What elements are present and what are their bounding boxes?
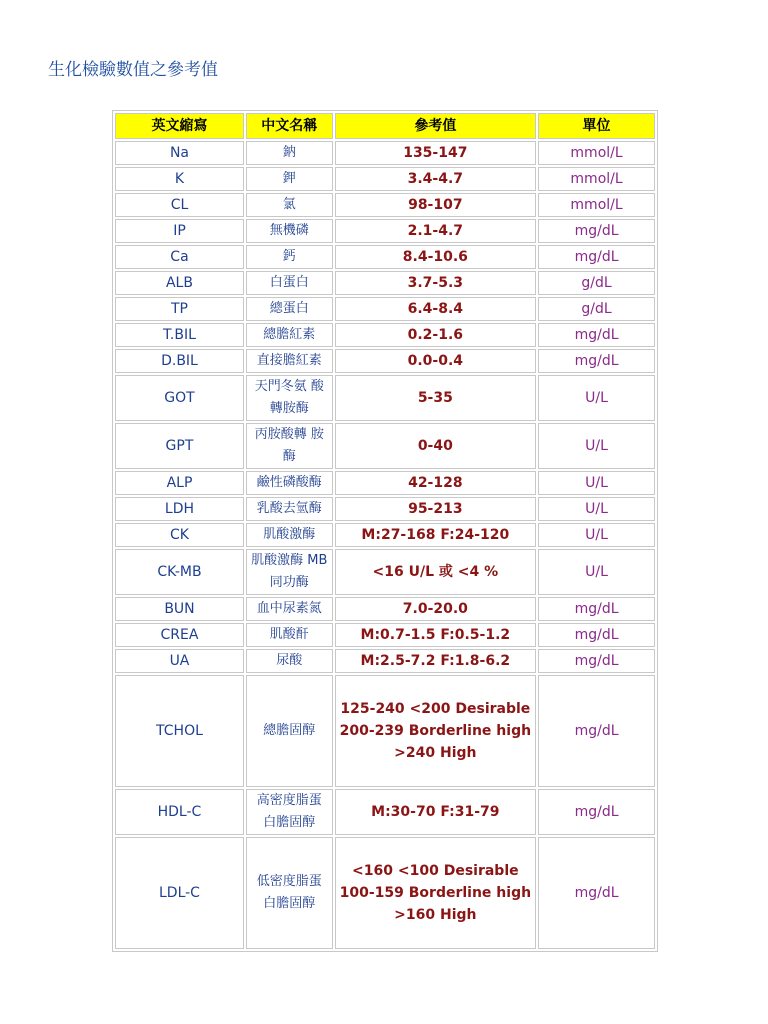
cell-ref: <160 <100 Desirable 100-159 Borderline high >160 High bbox=[335, 837, 537, 949]
table-row bbox=[115, 167, 655, 191]
table-row bbox=[115, 549, 655, 595]
table-row bbox=[115, 219, 655, 243]
cell-ref: 95-213 bbox=[335, 497, 537, 521]
cell-unit: mmol/L bbox=[538, 141, 655, 165]
cell-name: 肌酸激酶 MB 同功酶 bbox=[246, 549, 333, 595]
cell-name: 天門冬氨 酸轉胺酶 bbox=[246, 375, 333, 421]
cell-ref: 98-107 bbox=[335, 193, 537, 217]
table-row bbox=[115, 837, 655, 949]
cell-name: 總膽紅素 bbox=[246, 323, 333, 347]
table-row bbox=[115, 675, 655, 787]
cell-unit: mmol/L bbox=[538, 193, 655, 217]
table-row bbox=[115, 141, 655, 165]
cell-abbr: Na bbox=[115, 141, 244, 165]
cell-name: 鈉 bbox=[246, 141, 333, 165]
cell-unit: U/L bbox=[538, 375, 655, 421]
cell-ref: 0.2-1.6 bbox=[335, 323, 537, 347]
cell-ref: M:2.5-7.2 F:1.8-6.2 bbox=[335, 649, 537, 673]
header-unit: 單位 bbox=[538, 113, 655, 139]
cell-abbr: T.BIL bbox=[115, 323, 244, 347]
cell-unit: mmol/L bbox=[538, 167, 655, 191]
cell-ref: 125-240 <200 Desirable 200-239 Borderline high >240 High bbox=[335, 675, 537, 787]
cell-abbr: CK bbox=[115, 523, 244, 547]
cell-ref: 3.7-5.3 bbox=[335, 271, 537, 295]
cell-name: 總蛋白 bbox=[246, 297, 333, 321]
cell-unit: U/L bbox=[538, 497, 655, 521]
cell-unit: mg/dL bbox=[538, 675, 655, 787]
cell-abbr: HDL-C bbox=[115, 789, 244, 835]
cell-name: 總膽固醇 bbox=[246, 675, 333, 787]
header-name: 中文名稱 bbox=[246, 113, 333, 139]
cell-abbr: GPT bbox=[115, 423, 244, 469]
cell-name: 白蛋白 bbox=[246, 271, 333, 295]
cell-ref: 42-128 bbox=[335, 471, 537, 495]
table-row bbox=[115, 349, 655, 373]
cell-unit: U/L bbox=[538, 549, 655, 595]
table-row bbox=[115, 375, 655, 421]
cell-abbr: GOT bbox=[115, 375, 244, 421]
table-row bbox=[115, 523, 655, 547]
cell-unit: U/L bbox=[538, 523, 655, 547]
cell-name: 乳酸去氫酶 bbox=[246, 497, 333, 521]
cell-ref: 0-40 bbox=[335, 423, 537, 469]
cell-abbr: IP bbox=[115, 219, 244, 243]
cell-ref: M:0.7-1.5 F:0.5-1.2 bbox=[335, 623, 537, 647]
cell-abbr: Ca bbox=[115, 245, 244, 269]
cell-ref: 5-35 bbox=[335, 375, 537, 421]
cell-abbr: K bbox=[115, 167, 244, 191]
cell-name: 低密度脂蛋 白膽固醇 bbox=[246, 837, 333, 949]
table-row bbox=[115, 649, 655, 673]
table-row bbox=[115, 323, 655, 347]
cell-abbr: TP bbox=[115, 297, 244, 321]
cell-ref: 2.1-4.7 bbox=[335, 219, 537, 243]
table-row bbox=[115, 623, 655, 647]
cell-ref: <16 U/L 或 <4 % bbox=[335, 549, 537, 595]
cell-ref: 6.4-8.4 bbox=[335, 297, 537, 321]
cell-ref: M:30-70 F:31-79 bbox=[335, 789, 537, 835]
cell-abbr: ALB bbox=[115, 271, 244, 295]
table-row bbox=[115, 423, 655, 469]
table-row bbox=[115, 497, 655, 521]
cell-name: 鹼性磷酸酶 bbox=[246, 471, 333, 495]
cell-abbr: CK-MB bbox=[115, 549, 244, 595]
page-title: 生化檢驗數值之參考值 bbox=[48, 60, 218, 80]
cell-unit: g/dL bbox=[538, 271, 655, 295]
cell-unit: mg/dL bbox=[538, 597, 655, 621]
cell-name: 尿酸 bbox=[246, 649, 333, 673]
cell-name: 肌酸激酶 bbox=[246, 523, 333, 547]
table-row bbox=[115, 245, 655, 269]
cell-name: 無機磷 bbox=[246, 219, 333, 243]
cell-name: 高密度脂蛋 白膽固醇 bbox=[246, 789, 333, 835]
table-row bbox=[115, 471, 655, 495]
cell-ref: M:27-168 F:24-120 bbox=[335, 523, 537, 547]
table-row bbox=[115, 297, 655, 321]
cell-unit: mg/dL bbox=[538, 349, 655, 373]
cell-abbr: BUN bbox=[115, 597, 244, 621]
cell-unit: mg/dL bbox=[538, 837, 655, 949]
cell-abbr: D.BIL bbox=[115, 349, 244, 373]
cell-abbr: UA bbox=[115, 649, 244, 673]
cell-unit: mg/dL bbox=[538, 623, 655, 647]
cell-abbr: TCHOL bbox=[115, 675, 244, 787]
cell-unit: mg/dL bbox=[538, 219, 655, 243]
cell-unit: mg/dL bbox=[538, 649, 655, 673]
cell-unit: mg/dL bbox=[538, 789, 655, 835]
cell-name: 丙胺酸轉 胺酶 bbox=[246, 423, 333, 469]
cell-ref: 0.0-0.4 bbox=[335, 349, 537, 373]
table-row bbox=[115, 193, 655, 217]
cell-name: 血中尿素氮 bbox=[246, 597, 333, 621]
cell-ref: 3.4-4.7 bbox=[335, 167, 537, 191]
table-row bbox=[115, 597, 655, 621]
cell-name: 鉀 bbox=[246, 167, 333, 191]
reference-value-table bbox=[112, 110, 658, 952]
table-row bbox=[115, 271, 655, 295]
cell-abbr: CREA bbox=[115, 623, 244, 647]
cell-abbr: LDH bbox=[115, 497, 244, 521]
cell-unit: U/L bbox=[538, 471, 655, 495]
cell-name: 肌酸酐 bbox=[246, 623, 333, 647]
cell-ref: 135-147 bbox=[335, 141, 537, 165]
cell-abbr: CL bbox=[115, 193, 244, 217]
header-abbr: 英文縮寫 bbox=[115, 113, 244, 139]
cell-ref: 8.4-10.6 bbox=[335, 245, 537, 269]
cell-unit: mg/dL bbox=[538, 245, 655, 269]
cell-unit: U/L bbox=[538, 423, 655, 469]
cell-name: 鈣 bbox=[246, 245, 333, 269]
cell-ref: 7.0-20.0 bbox=[335, 597, 537, 621]
cell-unit: g/dL bbox=[538, 297, 655, 321]
table-header-row bbox=[115, 113, 655, 139]
table-row bbox=[115, 789, 655, 835]
cell-name: 氯 bbox=[246, 193, 333, 217]
cell-unit: mg/dL bbox=[538, 323, 655, 347]
cell-name: 直接膽紅素 bbox=[246, 349, 333, 373]
header-ref: 參考值 bbox=[335, 113, 537, 139]
cell-abbr: LDL-C bbox=[115, 837, 244, 949]
cell-abbr: ALP bbox=[115, 471, 244, 495]
